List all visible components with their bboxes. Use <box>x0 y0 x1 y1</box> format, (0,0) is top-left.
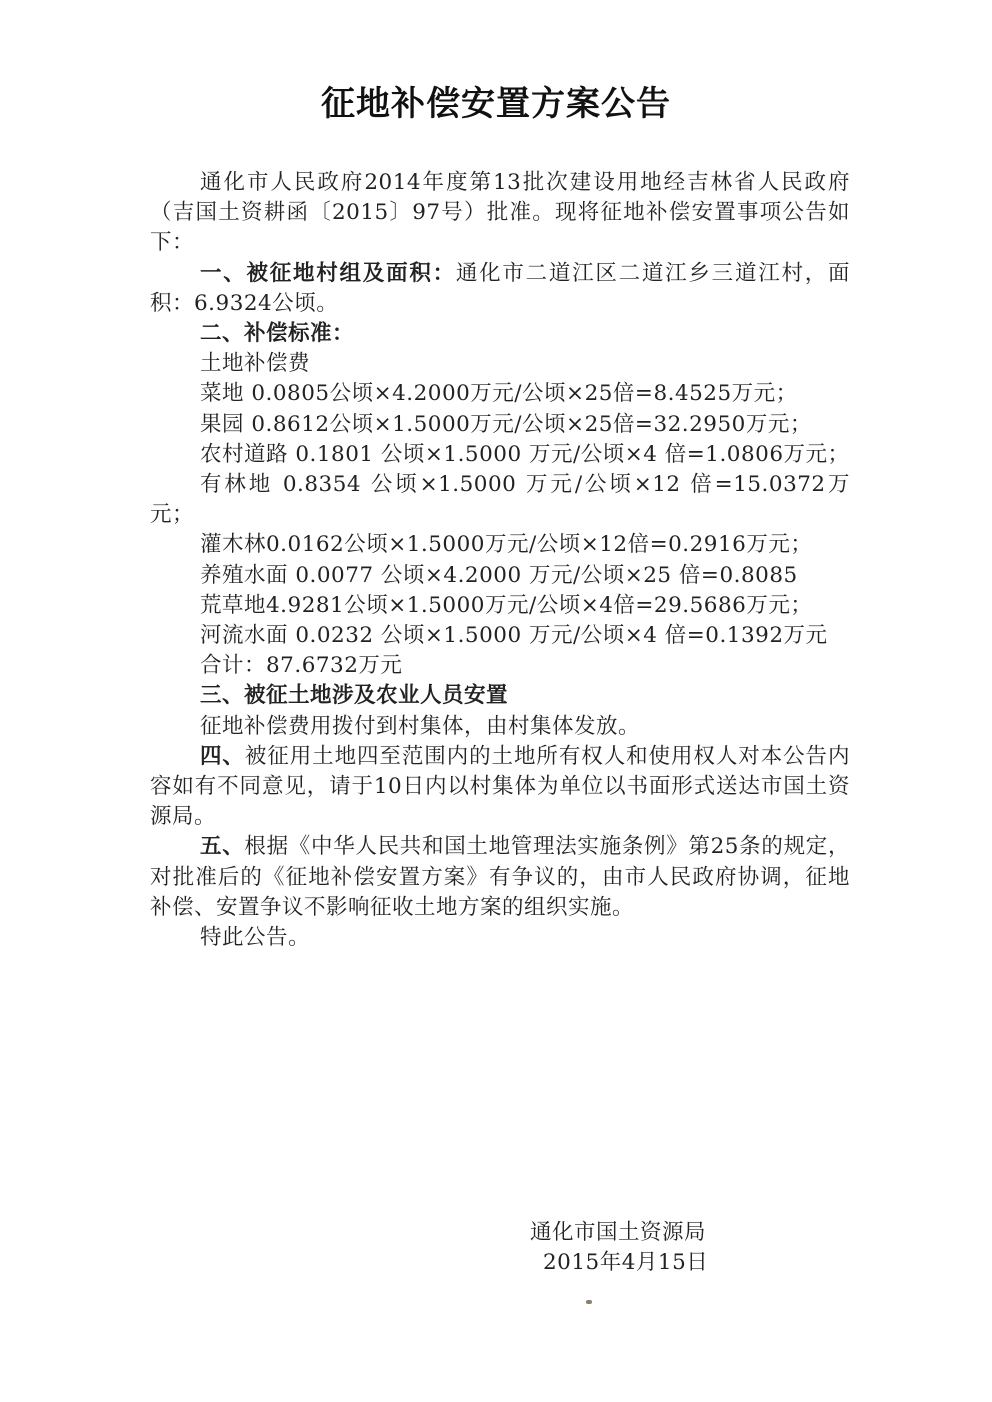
section-2-subheading: 土地补偿费 <box>200 351 311 377</box>
compensation-item: 养殖水面 0.0077 公顷×4.2000 万元/公顷×25 倍=0.8085 <box>200 562 798 588</box>
section-3-heading: 三、被征土地涉及农业人员安置 <box>200 683 509 709</box>
compensation-item: 果园 0.8612公顷×1.5000万元/公顷×25倍=32.2950万元； <box>200 411 812 437</box>
signature-date: 2015年4月15日 <box>543 1250 709 1275</box>
scan-speck <box>586 1300 592 1304</box>
compensation-item: 菜地 0.0805公顷×4.2000万元/公顷×25倍=8.4525万元； <box>200 381 798 407</box>
section-5-heading: 五、 <box>200 834 245 860</box>
compensation-item: 农村道路 0.1801 公顷×1.5000 万元/公顷×4 倍=1.0806万元； <box>200 441 850 467</box>
section-4-heading: 四、 <box>200 743 245 769</box>
section-4-paragraph <box>150 742 850 833</box>
section-1-paragraph <box>150 259 850 319</box>
closing-text: 特此公告。 <box>200 925 311 951</box>
compensation-total: 合计：87.6732万元 <box>200 653 403 679</box>
document-title: 征地补偿安置方案公告 <box>321 84 671 124</box>
compensation-item: 灌木林0.0162公顷×1.5000万元/公顷×12倍=0.2916万元； <box>200 532 813 558</box>
section-4-text: 被征用土地四至范围内的土地所有权人和使用权人对本公告内容如有不同意见，请于10日内以村集体为单位以书面形式送达市国土资源局。 <box>150 743 850 830</box>
section-3-text: 征地补偿费用拨付到村集体，由村集体发放。 <box>200 713 641 739</box>
compensation-item: 河流水面 0.0232 公顷×1.5000 万元/公顷×4 倍=0.1392万元 <box>200 623 828 649</box>
compensation-item: 荒草地4.9281公顷×1.5000万元/公顷×4倍=29.5686万元； <box>200 592 813 618</box>
signature-organization: 通化市国土资源局 <box>530 1220 707 1245</box>
section-5-text: 根据《中华人民共和国土地管理法实施条例》第25条的规定，对批准后的《征地补偿安置方案》有争议的，由市人民政府协调，征地补偿、安置争议不影响征收土地方案的组织实施。 <box>150 834 850 920</box>
section-1-text: 通化市二道江区二道江乡三道江村，面积：6.9324公顷。 <box>150 260 850 316</box>
intro-paragraph: 通化市人民政府2014年度第13批次建设用地经吉林省人民政府（吉国土资耕函〔2015〕97号）批准。现将征地补偿安置事项公告如下： <box>150 170 850 256</box>
document-body <box>150 168 850 953</box>
section-1-heading: 一、被征地村组及面积： <box>200 260 456 286</box>
section-2-heading: 二、补偿标准： <box>200 321 355 347</box>
section-5-paragraph <box>150 832 850 923</box>
compensation-item: 有林地 0.8354 公顷×1.5000 万元/公顷×12 倍=15.0372万元； <box>150 472 850 528</box>
